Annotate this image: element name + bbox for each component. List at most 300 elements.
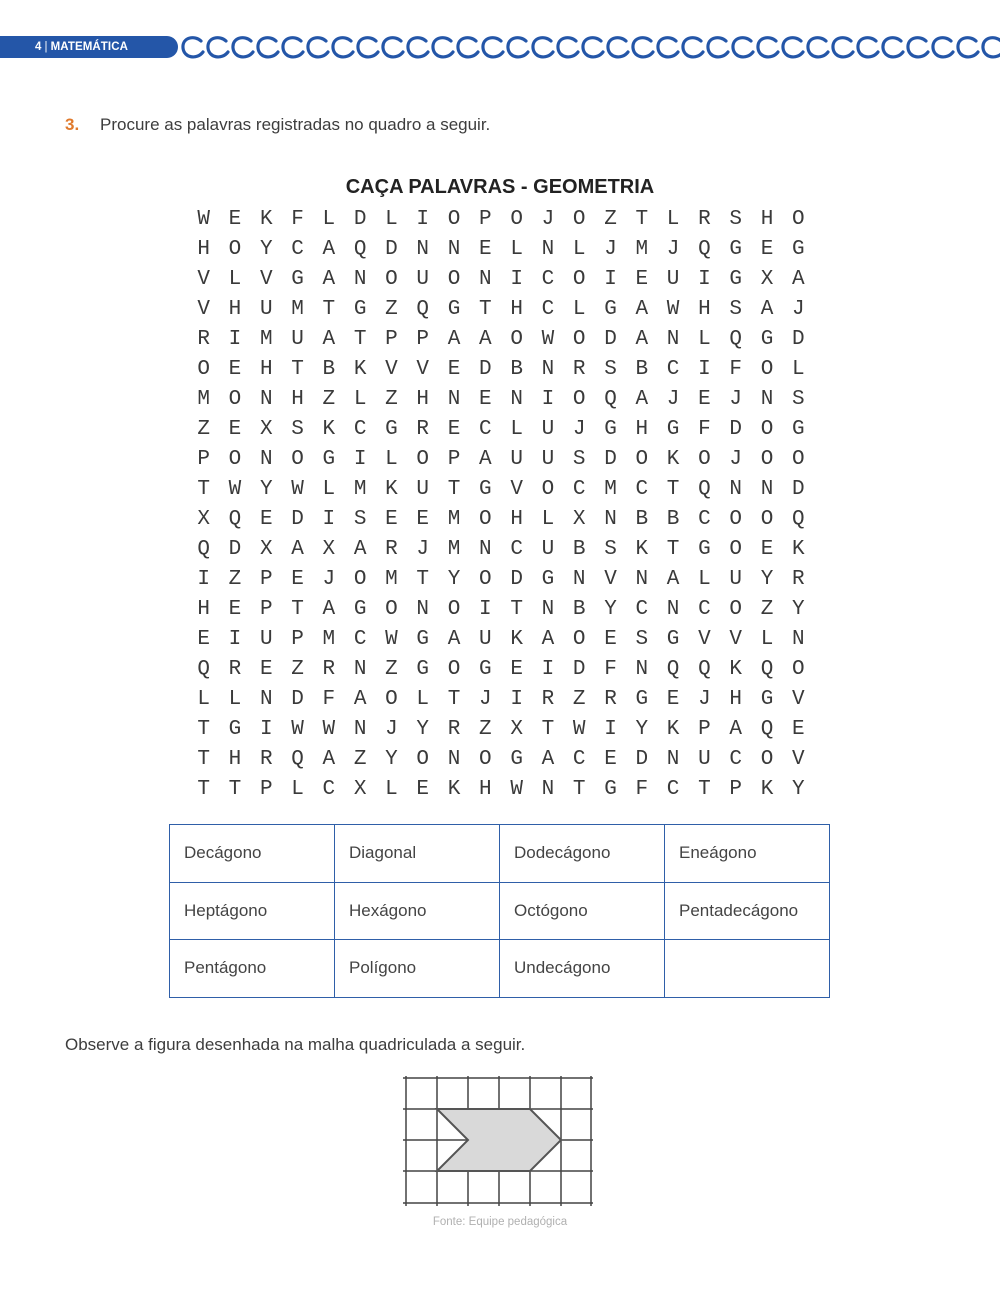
grid-letter: I	[698, 358, 711, 381]
grid-letter: K	[322, 418, 336, 441]
grid-letter: J	[729, 448, 742, 471]
grid-letter: O	[791, 208, 805, 231]
grid-letter: O	[572, 388, 586, 411]
grid-letter: O	[228, 238, 242, 261]
spiral-ring	[458, 38, 478, 57]
grid-letter: D	[572, 658, 586, 681]
grid-letter: Q	[416, 298, 430, 321]
grid-letter: L	[322, 208, 336, 231]
grid-letter: G	[416, 628, 430, 651]
grid-letter: R	[698, 208, 711, 231]
grid-letter: H	[197, 598, 210, 621]
grid-letter: W	[666, 298, 680, 321]
grid-letter: O	[479, 748, 492, 771]
grid-letter: U	[541, 418, 555, 441]
grid-letter: G	[385, 418, 398, 441]
grid-letter: C	[479, 418, 492, 441]
grid-letter: N	[259, 388, 273, 411]
grid-letter: T	[541, 718, 555, 741]
grid-letter: E	[447, 418, 461, 441]
grid-letter: R	[385, 538, 398, 561]
grid-letter: R	[572, 358, 586, 381]
grid-letter: W	[197, 208, 210, 231]
grid-letter: W	[541, 328, 555, 351]
spiral-ring	[983, 38, 1000, 57]
grid-letter: N	[259, 688, 273, 711]
grid-letter: O	[479, 568, 492, 591]
grid-letter: I	[541, 658, 555, 681]
grid-letter: T	[635, 208, 649, 231]
grid-letter: R	[259, 748, 273, 771]
spiral-ring	[758, 38, 778, 57]
grid-letter: G	[479, 478, 492, 501]
spiral-ring	[733, 38, 753, 57]
grid-letter: C	[635, 598, 649, 621]
grid-letter: D	[791, 478, 805, 501]
grid-letter: P	[291, 628, 304, 651]
grid-letter: A	[635, 388, 649, 411]
grid-letter: Z	[572, 688, 586, 711]
grid-letter: G	[541, 568, 555, 591]
grid-letter: K	[791, 538, 805, 561]
grid-letter: Z	[385, 388, 398, 411]
grid-letter: K	[635, 538, 649, 561]
grid-letter: P	[259, 568, 273, 591]
grid-letter: C	[541, 268, 555, 291]
grid-letter: I	[510, 268, 523, 291]
grid-letter: R	[228, 658, 242, 681]
grid-letter: N	[729, 478, 742, 501]
grid-letter: E	[291, 568, 304, 591]
grid-letter: V	[604, 568, 617, 591]
grid-letter: I	[604, 718, 617, 741]
figure-caption: Fonte: Equipe pedagógica	[432, 1216, 568, 1228]
grid-letter: E	[447, 358, 461, 381]
grid-letter: Q	[197, 658, 210, 681]
grid-letter: N	[259, 448, 273, 471]
grid-letter: Q	[760, 718, 774, 741]
grid-letter: O	[385, 598, 398, 621]
grid-letter: A	[322, 598, 336, 621]
grid-letter: T	[228, 778, 242, 801]
grid-letter: G	[729, 268, 742, 291]
grid-letter: Y	[604, 598, 617, 621]
grid-letter: V	[698, 628, 711, 651]
grid-letter: U	[666, 268, 680, 291]
grid-letter: I	[416, 208, 430, 231]
grid-letter: C	[698, 598, 711, 621]
grid-letter: Z	[197, 418, 210, 441]
grid-letter: H	[510, 508, 523, 531]
grid-letter: J	[666, 388, 680, 411]
grid-letter: D	[791, 328, 805, 351]
word-cell: Undecágono	[500, 940, 665, 998]
grid-letter: R	[604, 688, 617, 711]
grid-letter: O	[447, 208, 461, 231]
grid-letter: Q	[353, 238, 367, 261]
grid-letter: O	[510, 208, 523, 231]
grid-letter: E	[791, 718, 805, 741]
grid-letter: V	[729, 628, 742, 651]
grid-letter: I	[228, 628, 242, 651]
spiral-ring	[283, 38, 303, 57]
grid-letter: N	[572, 568, 586, 591]
subject-label: MATEMÁTICA	[50, 41, 129, 53]
grid-letter: V	[791, 748, 805, 771]
grid-letter: G	[604, 418, 617, 441]
grid-letter: D	[479, 358, 492, 381]
grid-letter: O	[760, 448, 774, 471]
grid-letter: C	[666, 778, 680, 801]
grid-letter: N	[791, 628, 805, 651]
grid-letter: E	[385, 508, 398, 531]
grid-letter: P	[447, 448, 461, 471]
grid-letter: E	[228, 598, 242, 621]
grid-letter: T	[666, 478, 680, 501]
spiral-ring	[558, 38, 578, 57]
grid-letter: A	[291, 538, 304, 561]
grid-letter: C	[353, 418, 367, 441]
grid-letter: G	[353, 298, 367, 321]
grid-letter: H	[698, 298, 711, 321]
word-cell: Eneágono	[665, 825, 830, 883]
grid-letter: O	[791, 658, 805, 681]
grid-letter: Y	[259, 238, 273, 261]
word-list-table	[169, 824, 830, 998]
grid-letter: A	[447, 628, 461, 651]
spiral-ring	[783, 38, 803, 57]
spiral-ring	[183, 38, 203, 57]
grid-letter: V	[197, 268, 210, 291]
grid-letter: H	[259, 358, 273, 381]
question-number: 3.	[65, 115, 80, 134]
spiral-binding-decoration	[178, 34, 1000, 62]
grid-letter: O	[291, 448, 304, 471]
grid-letter: I	[510, 688, 523, 711]
grid-letter: S	[353, 508, 367, 531]
grid-letter: N	[479, 538, 492, 561]
word-search-title: CAÇA PALAVRAS - GEOMETRIA	[345, 176, 655, 198]
page-number: 4	[35, 41, 42, 53]
grid-letter: R	[541, 688, 555, 711]
grid-letter: W	[228, 478, 242, 501]
grid-letter: H	[635, 418, 649, 441]
grid-letter: Z	[479, 718, 492, 741]
grid-letter: N	[541, 238, 555, 261]
grid-letter: C	[635, 478, 649, 501]
spiral-ring	[208, 38, 228, 57]
grid-letter: F	[698, 418, 711, 441]
grid-letter: P	[729, 778, 742, 801]
grid-letter: A	[729, 718, 742, 741]
word-cell: Pentágono	[170, 940, 335, 998]
grid-letter: C	[322, 778, 336, 801]
grid-letter: S	[572, 448, 586, 471]
grid-letter: M	[635, 238, 649, 261]
grid-letter: I	[228, 328, 242, 351]
grid-letter: T	[479, 298, 492, 321]
spiral-ring	[233, 38, 253, 57]
grid-letter: U	[291, 328, 304, 351]
grid-letter: Z	[760, 598, 774, 621]
spiral-ring	[883, 38, 903, 57]
grid-letter: N	[541, 778, 555, 801]
grid-letter: P	[385, 328, 398, 351]
grid-letter: U	[729, 568, 742, 591]
grid-letter: L	[572, 238, 586, 261]
grid-letter: P	[197, 448, 210, 471]
grid-letter: L	[353, 388, 367, 411]
grid-letter: J	[385, 718, 398, 741]
grid-letter: I	[353, 448, 367, 471]
grid-letter: L	[228, 268, 242, 291]
grid-letter: X	[259, 538, 273, 561]
grid-letter: O	[228, 448, 242, 471]
grid-letter: O	[729, 598, 742, 621]
grid-letter: P	[259, 598, 273, 621]
grid-letter: O	[447, 598, 461, 621]
grid-letter: A	[353, 538, 367, 561]
grid-letter: O	[447, 658, 461, 681]
spiral-ring	[708, 38, 728, 57]
grid-letter: T	[416, 568, 430, 591]
grid-letter: O	[385, 688, 398, 711]
grid-letter: Q	[791, 508, 805, 531]
spiral-ring	[533, 38, 553, 57]
grid-letter: V	[385, 358, 398, 381]
grid-letter: N	[666, 328, 680, 351]
grid-letter: G	[228, 718, 242, 741]
grid-letter: G	[604, 778, 617, 801]
question-text: Procure as palavras registradas no quadro a seguir.	[100, 115, 491, 134]
grid-letter: J	[729, 388, 742, 411]
grid-letter: G	[760, 328, 774, 351]
grid-letter: U	[510, 448, 523, 471]
grid-letter: T	[291, 358, 304, 381]
grid-letter: N	[353, 658, 367, 681]
grid-letter: N	[447, 238, 461, 261]
grid-letter: J	[666, 238, 680, 261]
grid-letter: Y	[259, 478, 273, 501]
word-row	[170, 825, 830, 883]
grid-letter: N	[447, 388, 461, 411]
grid-letter: T	[572, 778, 586, 801]
grid-letter: T	[447, 688, 461, 711]
grid-letter: Z	[353, 748, 367, 771]
grid-letter: Y	[385, 748, 398, 771]
grid-letter: E	[259, 658, 273, 681]
grid-letter: O	[510, 328, 523, 351]
grid-letter: B	[510, 358, 523, 381]
word-cell: Pentadecágono	[665, 882, 830, 940]
grid-letter: Q	[698, 478, 711, 501]
grid-letter: X	[353, 778, 367, 801]
word-cell: Decágono	[170, 825, 335, 883]
grid-letter: D	[604, 328, 617, 351]
grid-letter: O	[447, 268, 461, 291]
grid-letter: A	[322, 238, 336, 261]
grid-letter: C	[729, 748, 742, 771]
grid-letter: J	[698, 688, 711, 711]
grid-letter: W	[572, 718, 586, 741]
grid-letter: G	[322, 448, 336, 471]
grid-letter: Y	[635, 718, 649, 741]
grid-letter: W	[385, 628, 398, 651]
grid-letter: M	[385, 568, 398, 591]
grid-letter: D	[291, 508, 304, 531]
grid-letter: N	[760, 388, 774, 411]
grid-letter: A	[635, 298, 649, 321]
word-cell: Heptágono	[170, 882, 335, 940]
grid-letter: Q	[760, 658, 774, 681]
grid-letter: T	[197, 778, 210, 801]
grid-letter: O	[760, 358, 774, 381]
grid-letter: K	[510, 628, 523, 651]
grid-letter: O	[729, 508, 742, 531]
spiral-ring	[358, 38, 378, 57]
grid-letter: A	[666, 568, 680, 591]
grid-letter: Z	[604, 208, 617, 231]
spiral-ring	[683, 38, 703, 57]
grid-letter: K	[729, 658, 742, 681]
grid-letter: A	[322, 328, 336, 351]
grid-letter: R	[791, 568, 805, 591]
question-3	[65, 115, 490, 135]
grid-letter: G	[666, 418, 680, 441]
grid-letter: X	[197, 508, 210, 531]
grid-letter: E	[698, 388, 711, 411]
grid-letter: C	[698, 508, 711, 531]
grid-letter: R	[322, 658, 336, 681]
grid-letter: O	[541, 478, 555, 501]
word-cell: Diagonal	[335, 825, 500, 883]
grid-letter: B	[572, 598, 586, 621]
spiral-ring	[808, 38, 828, 57]
grid-letter: K	[666, 448, 680, 471]
grid-letter: U	[259, 628, 273, 651]
grid-letter: T	[322, 298, 336, 321]
grid-letter: F	[604, 658, 617, 681]
grid-letter: U	[416, 268, 430, 291]
grid-letter: S	[291, 418, 304, 441]
grid-letter: Q	[666, 658, 680, 681]
grid-letter: A	[635, 328, 649, 351]
grid-letter: J	[572, 418, 586, 441]
grid-letter: Y	[791, 778, 805, 801]
spiral-ring	[508, 38, 528, 57]
grid-letter: L	[416, 688, 430, 711]
grid-letter: G	[416, 658, 430, 681]
grid-letter: U	[541, 448, 555, 471]
grid-letter: B	[322, 358, 336, 381]
grid-letter: L	[760, 628, 774, 651]
grid-letter: N	[416, 238, 430, 261]
word-cell: Octógono	[500, 882, 665, 940]
grid-letter: G	[666, 628, 680, 651]
grid-letter: O	[572, 268, 586, 291]
grid-letter: L	[791, 358, 805, 381]
grid-letter: A	[541, 748, 555, 771]
grid-letter: S	[635, 628, 649, 651]
grid-letter: Z	[291, 658, 304, 681]
grid-letter: U	[259, 298, 273, 321]
grid-letter: E	[666, 688, 680, 711]
grid-letter: N	[479, 268, 492, 291]
word-cell: Hexágono	[335, 882, 500, 940]
grid-letter: Q	[604, 388, 617, 411]
grid-letter: H	[479, 778, 492, 801]
grid-letter: D	[510, 568, 523, 591]
grid-letter: G	[604, 298, 617, 321]
spiral-ring	[833, 38, 853, 57]
grid-letter: G	[510, 748, 523, 771]
grid-letter: B	[635, 358, 649, 381]
grid-letter: O	[760, 748, 774, 771]
grid-letter: X	[259, 418, 273, 441]
grid-letter: N	[447, 748, 461, 771]
grid-letter: E	[760, 238, 774, 261]
grid-letter: A	[322, 268, 336, 291]
word-row	[170, 940, 830, 998]
grid-letter: X	[572, 508, 586, 531]
grid-letter: O	[572, 328, 586, 351]
spiral-ring	[858, 38, 878, 57]
grid-letter: A	[353, 688, 367, 711]
spiral-ring	[583, 38, 603, 57]
grid-letter: M	[447, 508, 461, 531]
grid-letter: E	[604, 748, 617, 771]
grid-letter: R	[416, 418, 430, 441]
grid-letter: M	[197, 388, 210, 411]
grid-letter: G	[760, 688, 774, 711]
grid-letter: B	[666, 508, 680, 531]
grid-letter: Z	[322, 388, 336, 411]
grid-letter: M	[604, 478, 617, 501]
grid-letter: O	[760, 508, 774, 531]
grid-letter: X	[760, 268, 774, 291]
grid-letter: K	[385, 478, 398, 501]
grid-letter: A	[447, 328, 461, 351]
grid-letter: D	[228, 538, 242, 561]
grid-letter: D	[291, 688, 304, 711]
grid-letter: N	[541, 358, 555, 381]
grid-letter: O	[416, 748, 430, 771]
grid-letter: O	[479, 508, 492, 531]
grid-letter: V	[510, 478, 523, 501]
grid-letter: V	[791, 688, 805, 711]
grid-letter: Q	[228, 508, 242, 531]
grid-letter: A	[479, 328, 492, 351]
grid-letter: D	[635, 748, 649, 771]
grid-letter: D	[729, 418, 742, 441]
grid-letter: L	[228, 688, 242, 711]
grid-letter: D	[604, 448, 617, 471]
grid-letter: N	[510, 388, 523, 411]
grid-letter: O	[416, 448, 430, 471]
grid-letter: B	[635, 508, 649, 531]
grid-letter: T	[447, 478, 461, 501]
word-cell	[665, 940, 830, 998]
grid-letter: J	[604, 238, 617, 261]
grid-letter: H	[228, 748, 242, 771]
grid-letter: F	[729, 358, 742, 381]
grid-letter: H	[228, 298, 242, 321]
spiral-ring	[408, 38, 428, 57]
header-separator: |	[44, 41, 48, 53]
grid-letter: K	[666, 718, 680, 741]
grid-letter: P	[479, 208, 492, 231]
spiral-ring	[958, 38, 978, 57]
